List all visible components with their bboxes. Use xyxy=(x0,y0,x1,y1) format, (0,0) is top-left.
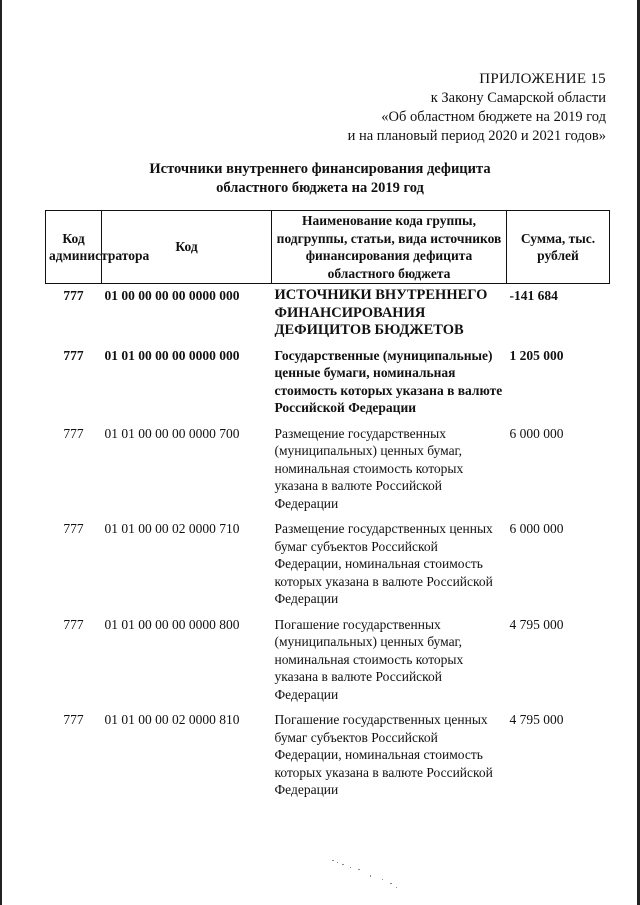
table-row xyxy=(46,284,610,347)
sources-table xyxy=(45,210,610,807)
header-code: Код xyxy=(102,211,272,284)
appendix-line-2: «Об областном бюджете на 2019 год xyxy=(381,109,606,125)
scan-specks xyxy=(330,855,410,895)
cell-sum: 4 795 000 xyxy=(509,712,564,727)
cell-admin: 777 xyxy=(63,521,84,536)
cell-admin: 777 xyxy=(63,347,84,363)
appendix-line-3: и на плановый период 2020 и 2021 годов» xyxy=(347,128,606,144)
cell-name: Погашение государственных (муниципальных) ценных бумаг, номинальная стоимость которых указана в валюте Российской Федерации xyxy=(274,616,464,702)
document-title-line-1: Источники внутреннего финансирования дефицита xyxy=(149,161,491,177)
cell-name: Размещение государственных (муниципальных) ценных бумаг, номинальная стоимость которых указана в валюте Российской Федерации xyxy=(274,425,464,511)
cell-code: 01 01 00 00 02 0000 810 xyxy=(104,712,240,727)
appendix-header xyxy=(348,70,606,146)
cell-sum: 6 000 000 xyxy=(509,425,564,441)
cell-sum: 4 795 000 xyxy=(509,616,564,632)
header-name: Наименование кода группы, подгруппы, статьи, вида источников финансирования дефицита областного бюджета xyxy=(272,211,507,284)
table-row xyxy=(46,616,610,712)
appendix-line-1: к Закону Самарской области xyxy=(430,90,606,106)
scan-edge-left xyxy=(0,0,2,905)
cell-name: Размещение государственных ценных бумаг субъектов Российской Федерации, номинальная стоимость которых указана в валюте Российской Федерации xyxy=(274,521,493,606)
cell-name: Погашение государственных ценных бумаг субъектов Российской Федерации, номинальная стоимость которых указана в валюте Российской Федерации xyxy=(274,712,493,797)
cell-sum: -141 684 xyxy=(509,288,558,303)
cell-admin: 777 xyxy=(63,616,84,632)
header-sum: Сумма, тыс. рублей xyxy=(507,211,610,284)
table-row xyxy=(46,520,610,616)
cell-sum: 1 205 000 xyxy=(509,347,564,363)
cell-admin: 777 xyxy=(63,288,84,303)
document-title-line-2: областного бюджета на 2019 год xyxy=(216,180,424,196)
cell-admin: 777 xyxy=(63,712,84,727)
cell-name: Государственные (муниципальные) ценные бумаги, номинальная стоимость которых указана в валюте Российской Федерации xyxy=(274,347,503,415)
cell-admin: 777 xyxy=(63,425,84,441)
cell-code: 01 01 00 00 00 0000 000 xyxy=(104,347,240,363)
cell-code: 01 01 00 00 02 0000 710 xyxy=(104,521,240,536)
table-row xyxy=(46,347,610,425)
table-header-row xyxy=(46,211,610,284)
table-row xyxy=(46,711,610,807)
cell-sum: 6 000 000 xyxy=(509,521,564,536)
cell-code: 01 01 00 00 00 0000 700 xyxy=(104,425,240,441)
cell-code: 01 01 00 00 00 0000 800 xyxy=(104,616,240,632)
cell-name: ИСТОЧНИКИ ВНУТРЕННЕГО ФИНАНСИРОВАНИЯ ДЕФИЦИТОВ БЮДЖЕТОВ xyxy=(274,287,488,338)
header-admin: Код администратора xyxy=(46,211,102,284)
table-row xyxy=(46,425,610,521)
cell-code: 01 00 00 00 00 0000 000 xyxy=(104,288,240,303)
appendix-title: ПРИЛОЖЕНИЕ 15 xyxy=(479,71,606,87)
document-title xyxy=(0,160,640,198)
